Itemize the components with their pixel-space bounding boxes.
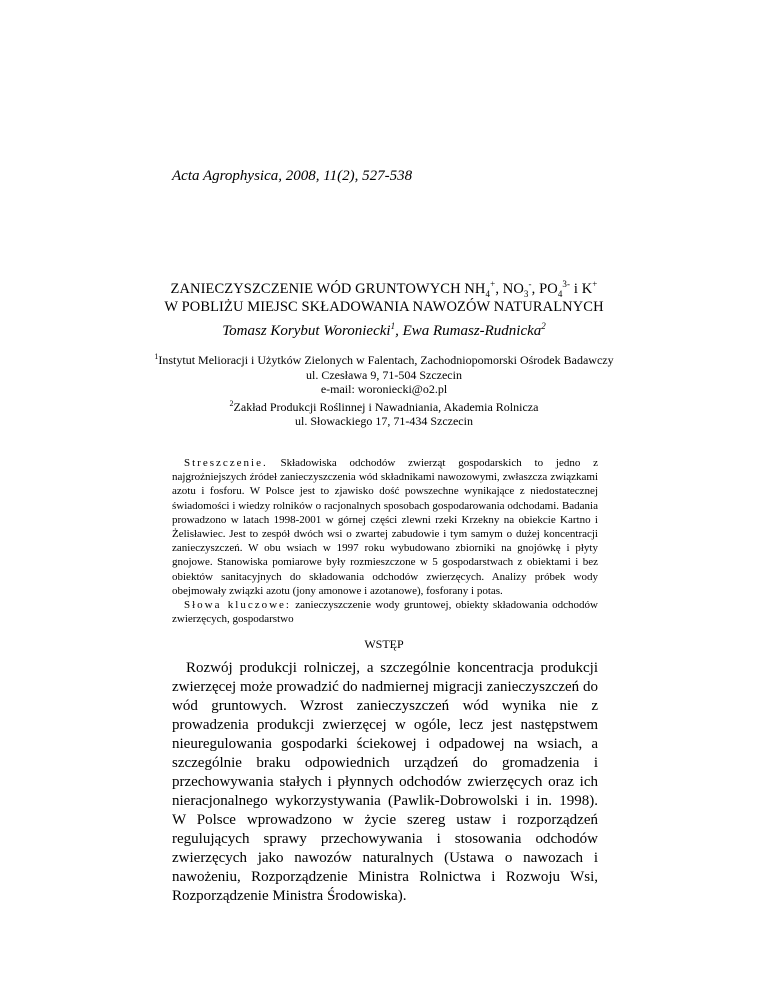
title-text-c: , PO [531, 281, 558, 297]
affiliation-1-mark: 1 [154, 352, 159, 361]
body-section [172, 659, 598, 906]
affiliation-1-email: e-mail: woroniecki@o2.pl [320, 382, 448, 396]
po-superscript: 3- [562, 279, 571, 290]
abstract [172, 456, 598, 626]
abstract-paragraph [172, 456, 598, 598]
affiliation-2-address: ul. Słowackiego 17, 71-434 Szczecin [295, 414, 473, 428]
affiliations [120, 350, 648, 429]
affiliation-2-mark: 2 [229, 398, 234, 408]
nh-subscript: 4 [485, 288, 491, 299]
author-list [120, 321, 648, 340]
author-2: Ewa Rumasz-Rudnicka [402, 323, 542, 339]
title-text-b: , NO [495, 281, 524, 297]
title-line-1 [120, 280, 648, 298]
author-1-affil-mark: 1 [390, 321, 396, 331]
affiliation-1-line-1 [120, 350, 648, 368]
affiliation-2-name: Zakład Produkcji Roślinnej i Nawadniania, Akademia Rolnicza [233, 399, 539, 414]
abstract-label: Streszczenie. [184, 457, 268, 469]
author-separator: , [395, 323, 403, 339]
abstract-text: Składowiska odchodów zwierząt gospodarskich to jedno z najgroźniejszych źródeł zanieczyszczenia wód składnikami nawozowymi, zwłaszcza związkami azotu i fosforu. W Polsce jest to zjawisko dość powszechne wynikające z niedostatecznej świadomości i wiedzy rolników o racjonalnych sposobach gospodarowania odchodami. Badania prowadzono w latach 1998-2001 w górnej części zlewni rzeki Krzekny na obiekcie Kartno i Żelisławiec. Jest to zespół dwóch wsi o zwartej zabudowie i tym samym o dużej koncentracji zanieczyszczeń. W obu wsiach w 1997 roku wybudowano zbiorniki na gnojówkę i płyty gnojowe. Stanowiska pomiarowe były rozmieszczone w 5 gospodarstwach z obiektami i bez obiektów sanitacyjnych do składowania odchodów zwierzęcych. Analizy próbek wody obejmowały związki azotu (jony amonowe i azotanowe), fosforany i potas. [172, 457, 598, 597]
section-heading: WSTĘP [364, 637, 404, 651]
body-paragraph: Rozwój produkcji rolniczej, a szczególnie koncentracja produkcji zwierzęcej może prowadzić do nadmiernej migracji zanieczyszczeń do wód gruntowych. Wzrost zanieczyszczeń wód wynika nie z prowadzenia produkcji zwierzęcej w ogóle, lecz jest następstwem nieuregulowania gospodarki ściekowej i odpadowej na wsiach, a szczególnie braku odpowiednich urządzeń do gromadzenia i przechowywania stałych i płynnych odchodów zwierzęcych oraz ich nieracjonalnego wykorzystywania (Pawlik-Dobrowolski i in. 1998). W Polsce wprowadzono w życie szereg ustaw i rozporządzeń regulujących sprawy przechowywania i stosowania odchodów zwierzęcych jako nawozów naturalnych (Ustawa o nawozach i nawożeniu, Rozporządzenie Ministra Rolnictwa i Rozwoju Wsi, Rozporządzenie Ministra Środowiska). [172, 660, 598, 904]
nh-superscript: + [490, 279, 496, 290]
no-superscript: - [528, 279, 532, 290]
keywords-paragraph [172, 598, 598, 626]
paper-title [120, 280, 648, 316]
journal-reference: Acta Agrophysica, 2008, 11(2), 527-538 [172, 168, 413, 184]
po-subscript: 4 [557, 288, 563, 299]
affiliation-1-address: ul. Czesława 9, 71-504 Szczecin [306, 367, 462, 382]
author-2-affil-mark: 2 [541, 321, 546, 331]
no-subscript: 3 [523, 288, 529, 299]
affiliation-1-name: Instytut Melioracji i Użytków Zielonych w Falentach, Zachodniopomorski Ośrodek Badawczy [158, 353, 614, 367]
title-line-2: W POBLIŻU MIEJSC SKŁADOWANIA NAWOZÓW NATURALNYCH [164, 299, 604, 315]
title-text-a: ZANIECZYSZCZENIE WÓD GRUNTOWYCH NH [170, 281, 486, 297]
keywords-text: zanieczyszczenie wody gruntowej, obiekty składowania odchodów zwierzęcych, gospodarstwo [172, 599, 598, 626]
keywords-label: Słowa kluczowe: [184, 599, 291, 612]
k-superscript: + [592, 279, 598, 290]
author-1: Tomasz Korybut Woroniecki [222, 323, 391, 339]
title-text-d: i K [570, 281, 593, 297]
affiliation-2-line-1 [120, 397, 648, 415]
